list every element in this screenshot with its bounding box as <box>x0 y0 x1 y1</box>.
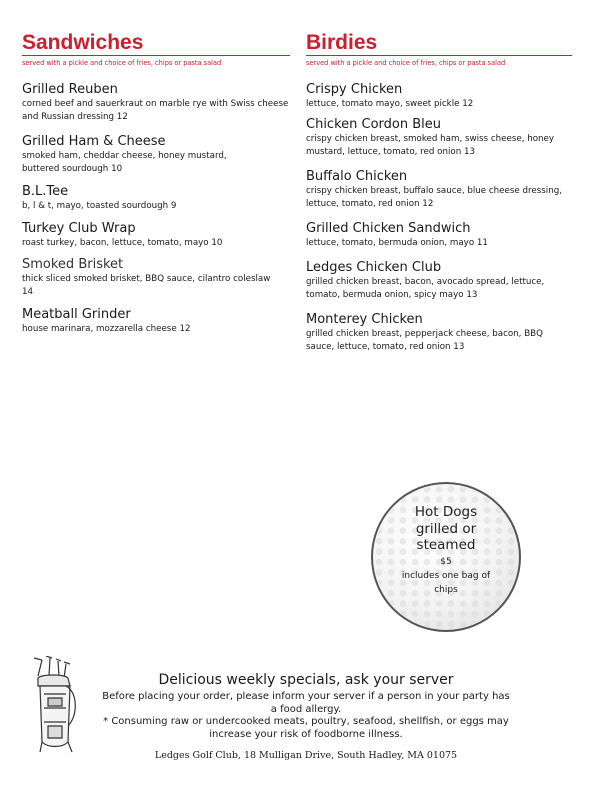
menu-item-chicken-cordon-bleu <box>306 117 572 159</box>
hot-dogs-note: chips <box>434 584 458 595</box>
birdies-divider <box>306 55 572 56</box>
item-desc: b, l & t, mayo, toasted sourdough 9 <box>22 201 177 211</box>
item-name: Grilled Chicken Sandwich <box>306 221 471 236</box>
menu-item-smoked-brisket <box>22 257 290 299</box>
item-name: Buffalo Chicken <box>306 169 408 184</box>
sandwiches-divider <box>22 55 290 56</box>
menu-item-meatball-grinder <box>22 307 290 336</box>
birdies-title: Birdies <box>306 31 378 54</box>
item-desc: crispy chicken breast, buffalo sauce, blue cheese dressing, lettuce, tomato, red onion 12 <box>306 186 562 209</box>
item-name: Smoked Brisket <box>22 257 124 272</box>
item-desc: grilled chicken breast, bacon, avocado spread, lettuce, tomato, bermuda onion, spicy mayo 13 <box>306 277 545 300</box>
item-desc: thick sliced smoked brisket, BBQ sauce, cilantro coleslaw 14 <box>22 274 271 297</box>
menu-item-buffalo-chicken <box>306 169 572 211</box>
raw-food-warning: * Consuming raw or undercooked meats, poultry, seafood, shellfish, or eggs may <box>103 716 509 727</box>
item-name: Monterey Chicken <box>306 312 423 327</box>
item-desc: house marinara, mozzarella cheese 12 <box>22 324 191 334</box>
item-name: Grilled Reuben <box>22 82 118 97</box>
hot-dogs-note: includes one bag of <box>401 570 491 581</box>
hot-dogs-subtitle: grilled or <box>415 520 477 537</box>
menu-item-ledges-chicken-club <box>306 260 572 302</box>
menu-item-grilled-chicken-sandwich <box>306 221 572 250</box>
allergy-line: a food allergy. <box>270 703 342 715</box>
sandwiches-section <box>22 32 290 336</box>
hot-dogs-price: $5 <box>440 556 452 567</box>
menu-item-crispy-chicken <box>306 82 572 111</box>
hot-dogs-golf-ball <box>371 482 521 632</box>
item-desc: roast turkey, bacon, lettuce, tomato, mayo 10 <box>22 238 223 248</box>
birdies-subtitle: served with a pickle and choice of fries, chips or pasta salad <box>306 59 506 67</box>
item-name: Crispy Chicken <box>306 82 403 97</box>
sandwiches-title: Sandwiches <box>22 31 144 54</box>
golf-bag-icon <box>28 656 82 756</box>
item-desc: corned beef and sauerkraut on marble rye with Swiss cheese and Russian dressing 12 <box>22 99 289 122</box>
hot-dogs-text <box>373 484 519 597</box>
item-desc: lettuce, tomato, bermuda onion, mayo 11 <box>306 238 488 248</box>
item-desc: grilled chicken breast, pepperjack cheese, bacon, BBQ sauce, lettuce, tomato, red onion 13 <box>306 329 543 352</box>
club-address: Ledges Golf Club, 18 Mulligan Drive, South Hadley, MA 01075 <box>154 750 458 761</box>
birdies-section <box>306 32 572 354</box>
item-desc: lettuce, tomato mayo, sweet pickle 12 <box>306 99 474 109</box>
hot-dogs-subtitle: steamed <box>416 537 476 553</box>
item-name: Meatball Grinder <box>22 307 131 322</box>
item-desc: crispy chicken breast, smoked ham, swiss cheese, honey mustard, lettuce, tomato, red onion 13 <box>306 134 555 157</box>
item-desc: smoked ham, cheddar cheese, honey mustard, buttered sourdough 10 <box>22 151 227 174</box>
sandwiches-subtitle: served with a pickle and choice of fries, chips or pasta salad <box>22 59 222 67</box>
menu-item-turkey-club-wrap <box>22 221 290 250</box>
raw-food-warning: increase your risk of foodborne illness. <box>209 728 403 740</box>
item-name: Grilled Ham & Cheese <box>22 134 166 149</box>
allergy-notice <box>86 691 526 741</box>
menu-item-bltee <box>22 184 290 213</box>
item-name: Turkey Club Wrap <box>22 221 136 236</box>
item-name: Chicken Cordon Bleu <box>306 117 442 132</box>
item-name: Ledges Chicken Club <box>306 260 442 275</box>
menu-item-grilled-ham-cheese <box>22 134 290 176</box>
specials-headline: Delicious weekly specials, ask your server <box>158 672 454 688</box>
menu-item-monterey-chicken <box>306 312 572 354</box>
hot-dogs-title: Hot Dogs <box>414 504 478 520</box>
menu-item-grilled-reuben <box>22 82 290 124</box>
item-name: B.L.Tee <box>22 184 69 199</box>
allergy-line: Before placing your order, please inform your server if a person in your party has <box>102 691 510 702</box>
